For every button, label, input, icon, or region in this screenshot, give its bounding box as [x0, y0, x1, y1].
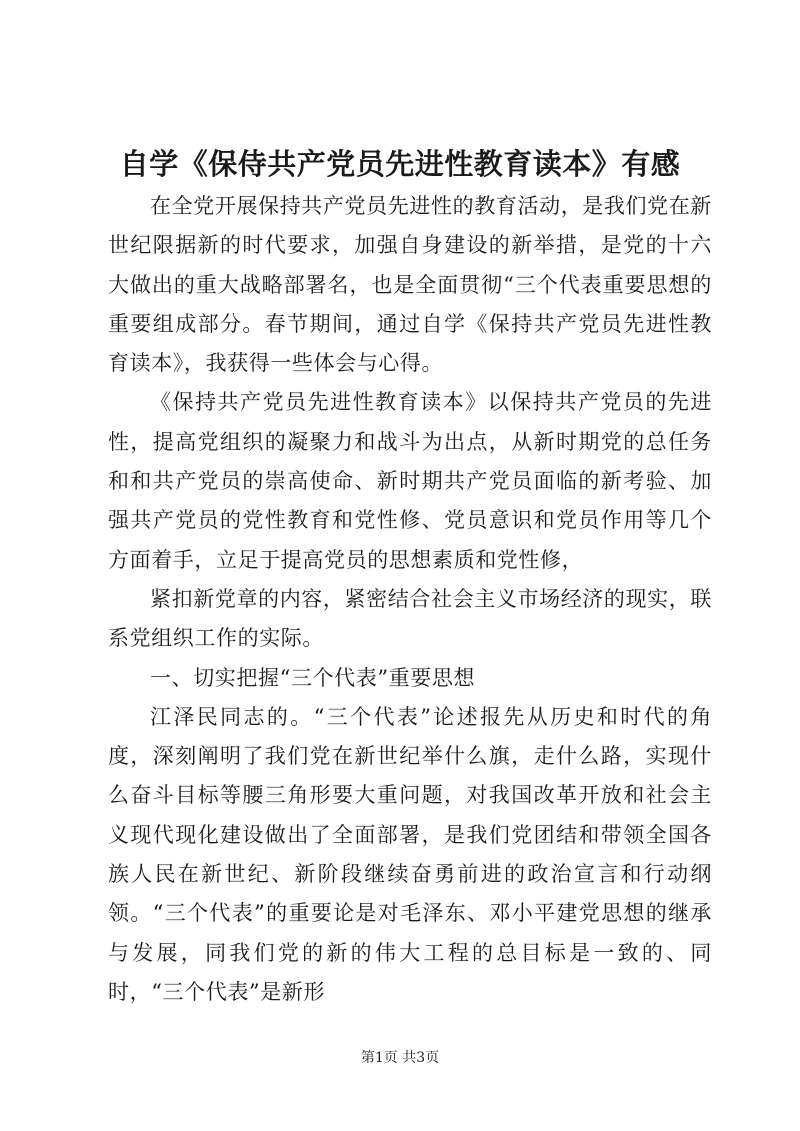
document-body	[108, 187, 712, 1012]
paragraph-intro: 在全党开展保持共产党员先进性的教育活动，是我们党在新世纪限据新的时代要求，加强自身建设的新举措，是党的十六大做出的重大战略部署名，也是全面贯彻“三个代表重要思想的重要组成部分。春节期间，通过自学《保持共产党员先进性教育读本》，我获得一些体会与心得。	[108, 194, 712, 376]
document-title: 自学《保侍共产党员先进性教育读本》有感	[119, 147, 681, 181]
paragraph-party-constitution: 紧扣新党章的内容，紧密结合社会主义市场经济的现实，联系党组织工作的实际。	[108, 586, 712, 651]
paragraph-reader-summary: 《保持共产党员先进性教育读本》以保持共产党员的先进性，提高党组织的凝聚力和战斗为出点，从新时期党的总任务和和共产党员的崇高使命、新时期共产党员面临的新考验、加强共产党员的党性教育和党性修、党员意识和党员作用等几个方面着手，立足于提高党员的思想素质和党性修，	[108, 390, 712, 572]
page-number-footer: 第1页 共3页	[360, 1050, 440, 1066]
paragraph-three-represents: 江泽民同志的。“三个代表”论述报先从历史和时代的角度，深刻阐明了我们党在新世纪举什么旗，走什么路，实现什么奋斗目标等腰三角形要大重问题，对我国改革开放和社会主义现代现化建设做出了全面部署，是我们党团结和带领全国各族人民在新世纪、新阶段继续奋勇前进的政治宣言和行动纲领。“三个代表”的重要论是对毛泽东、邓小平建党思想的继承与发展，同我们党的新的伟大工程的总目标是一致的、同时，“三个代表”是新形	[108, 704, 712, 1004]
section-heading-1: 一、切实把握“三个代表”重要思想	[150, 665, 476, 690]
